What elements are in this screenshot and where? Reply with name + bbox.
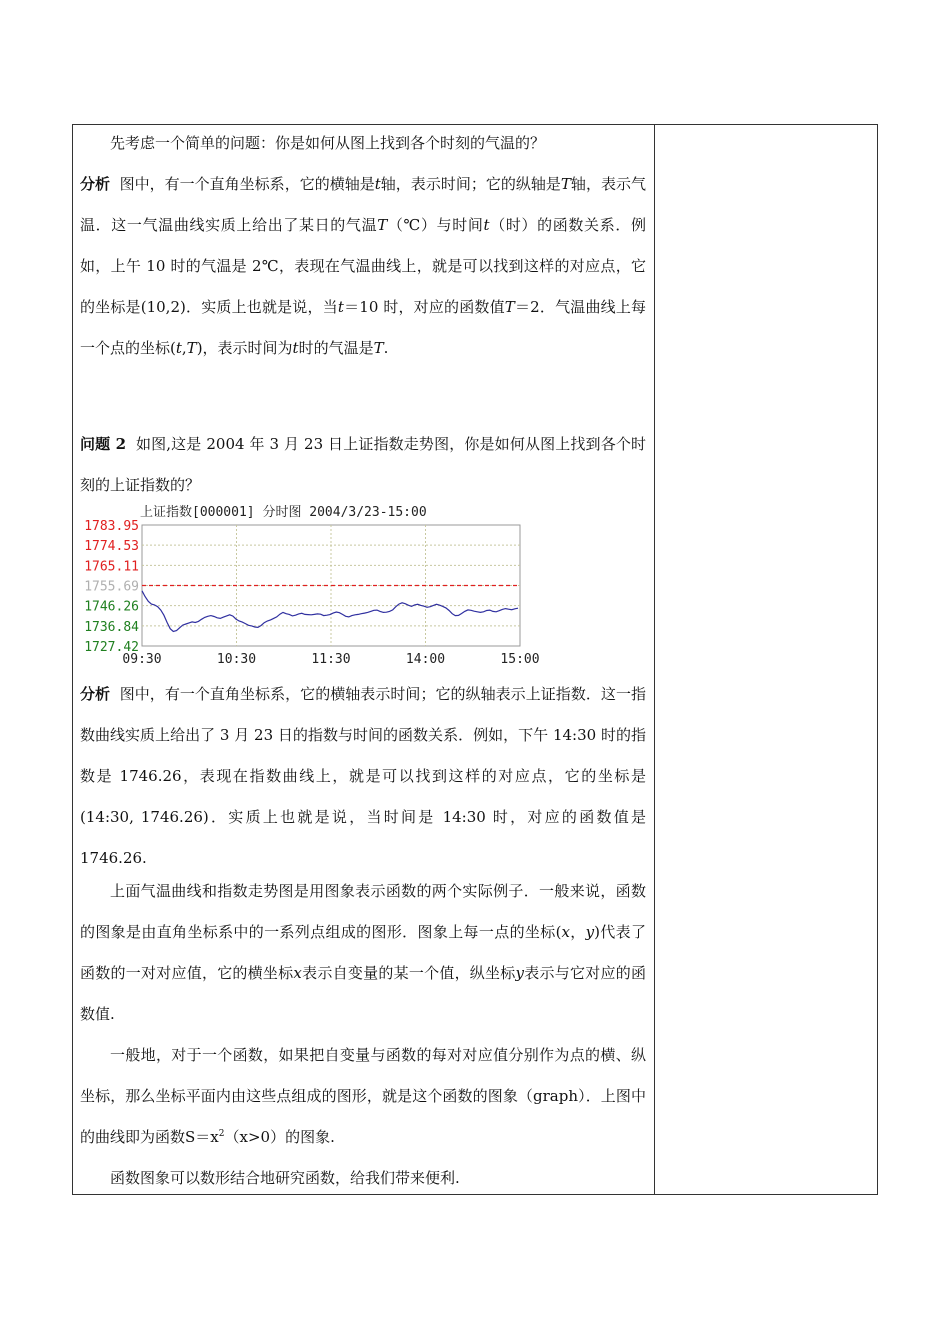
y-tick-label: 1746.26: [84, 599, 139, 615]
x-tick-label: 09:30: [122, 652, 162, 665]
y-tick-label: 1727.42: [84, 640, 139, 655]
stock-chart: [80, 503, 560, 665]
x-tick-label: 15:00: [500, 652, 540, 665]
analysis-label: 分析: [80, 685, 111, 703]
summary-section: [80, 871, 646, 1199]
analysis-label: 分析: [80, 175, 111, 193]
y-tick-label: 1755.69: [84, 579, 139, 595]
index-analysis: [80, 674, 646, 879]
y-tick-label: 1783.95: [84, 519, 139, 534]
formula: $S=x^2(x>0)$: [185, 1128, 286, 1146]
y-tick-label: 1765.11: [84, 559, 139, 575]
definition-paragraph: 一般地，对于一个函数，如果把自变量与函数的每对对应值分别作为点的横、纵坐标，那么坐标平面内由这些点组成的图形，就是这个函数的图象（graph）．上图中的曲线即为函数$S=x^2(x>0)$的图象.: [80, 1046, 646, 1146]
intro-paragraph: 先考虑一个简单的问题：你是如何从图上找到各个时刻的气温的？: [110, 134, 546, 152]
summary-paragraph: 上面气温曲线和指数走势图是用图象表示函数的两个实际例子．一般来说，函数的图象是由直角坐标系中的一系列点组成的图形．图象上每一点的坐标(x，y)代表了函数的一对对应值，它的横坐标x表示自变量的某一个值，纵坐标y表示与它对应的函数值.: [80, 882, 646, 1023]
temperature-analysis-paragraph: 分析 图中，有一个直角坐标系，它的横轴是t轴，表示时间；它的纵轴是T轴，表示气温．这一气温曲线实质上给出了某日的气温T（℃）与时间t（时）的函数关系．例如，上午 10 时的气温是 2℃，表现在气温曲线上，就是可以找到这样的对应点，它的坐标是(10,2)．实质上也就是说，当t＝10 时，对应的函数值T＝2．气温曲线上每一个点的坐标(t,T)，表示时间为t时的气温是T.: [80, 175, 647, 357]
index-analysis-paragraph: 分析 图中，有一个直角坐标系，它的横轴表示时间；它的纵轴表示上证指数．这一指数曲线实质上给出了 3 月 23 日的指数与时间的函数关系．例如，下午 14:30 时的指数是 1746.26，表现在指数曲线上，就是可以找到这样的对应点，它的坐标是(14:30, 1746.26)．实质上也就是说，当时间是 14:30 时，对应的函数值是 1746.26.: [80, 685, 646, 867]
x-tick-label: 11:30: [311, 652, 351, 665]
y-tick-label: 1774.53: [84, 539, 139, 555]
question-2-paragraph: 问题 2 如图,这是 2004 年 3 月 23 日上证指数走势图，你是如何从图上找到各个时刻的上证指数的？: [80, 435, 646, 494]
temperature-section: [80, 123, 646, 369]
y-tick-label: 1736.84: [84, 619, 139, 635]
question-label: 问题 2: [80, 435, 127, 453]
question-2: [80, 424, 646, 506]
closing-paragraph: 函数图象可以数形结合地研究函数，给我们带来便利.: [110, 1169, 460, 1187]
x-tick-label: 14:00: [405, 652, 446, 665]
table-column-divider: [654, 124, 655, 1195]
chart-title: 上证指数[000001] 分时图 2004/3/23-15:00: [140, 505, 427, 520]
stock-chart-svg: [80, 503, 560, 665]
x-tick-label: 10:30: [216, 652, 257, 665]
